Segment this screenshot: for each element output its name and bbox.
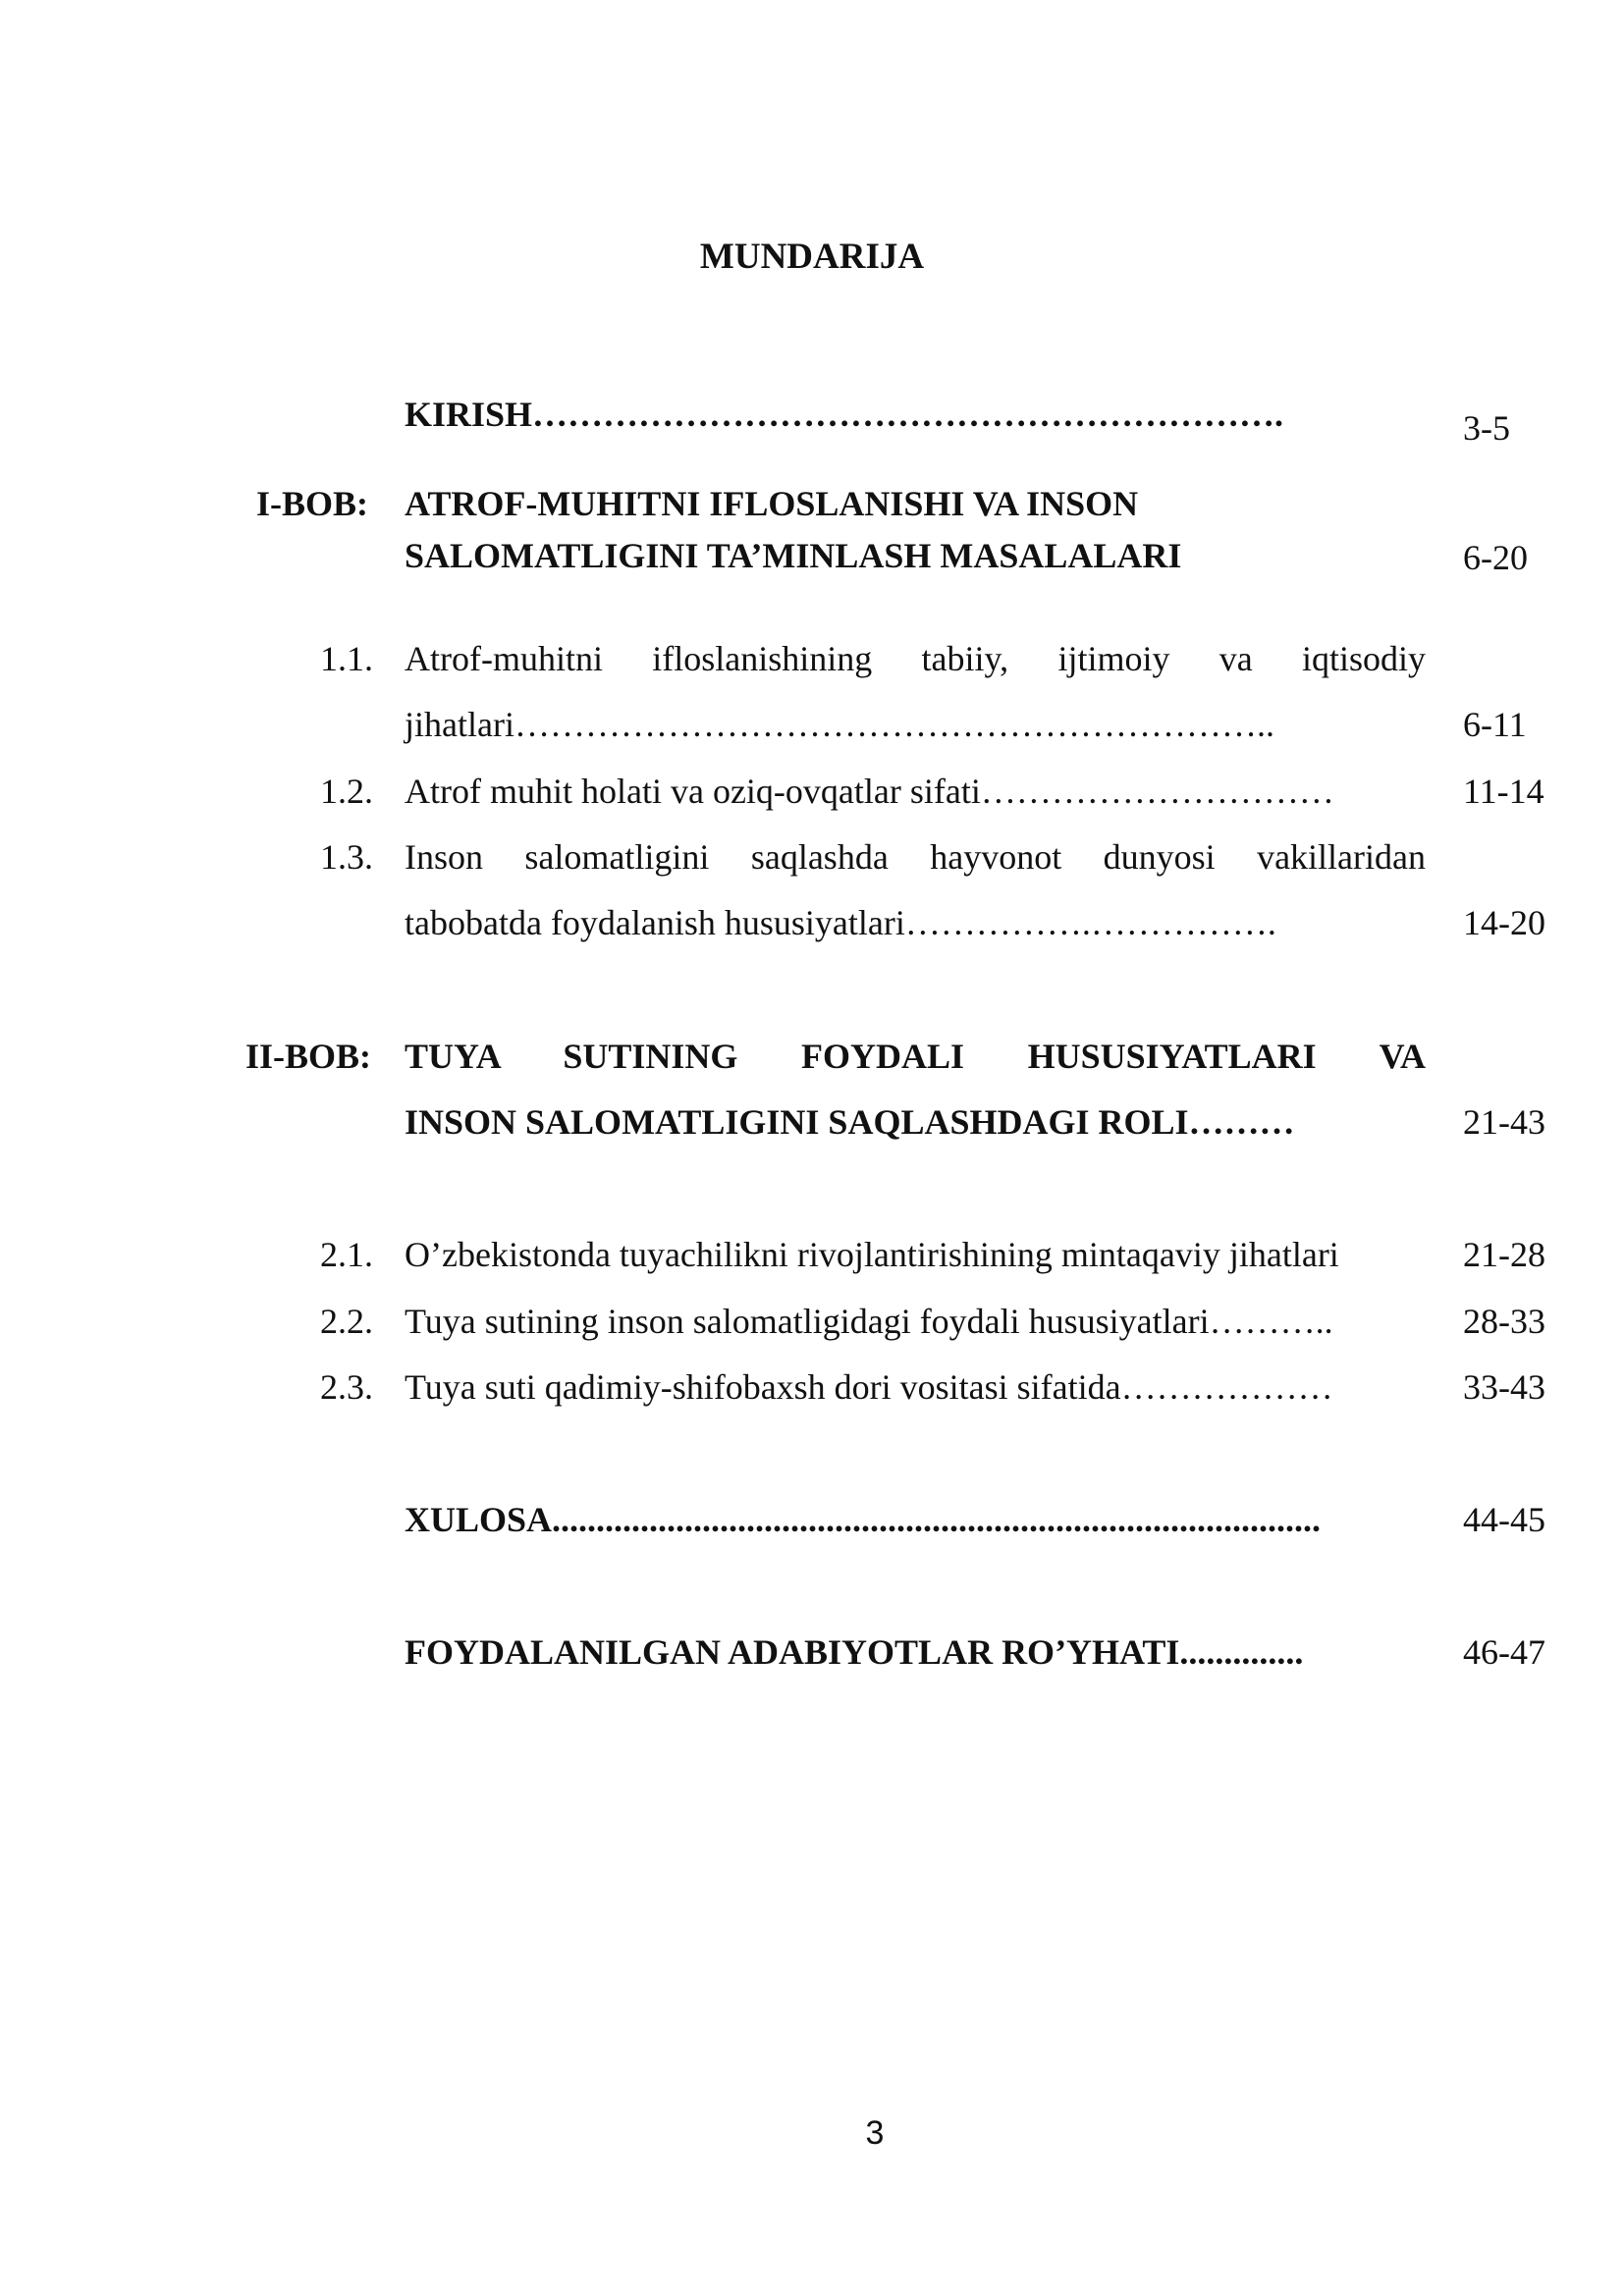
toc-page-ch2: 21-43 (1463, 1102, 1545, 1142)
toc-page-2-3: 33-43 (1463, 1367, 1545, 1407)
section-2-3-number: 2.3. (320, 1367, 373, 1407)
toc-page-1-1: 6-11 (1463, 705, 1527, 744)
toc-page-ch1: 6-20 (1463, 538, 1528, 577)
section-1-3-title-line1[interactable]: Inson salomatligini saqlashda hayvonot dunyosi vakillaridan (405, 837, 1426, 877)
chapter-2-title-line1[interactable]: TUYA SUTINING FOYDALI HUSUSIYATLARI VA (405, 1037, 1426, 1076)
toc-page-2-2: 28-33 (1463, 1302, 1545, 1341)
toc-page-1-2: 11-14 (1463, 772, 1544, 811)
section-2-1-number: 2.1. (320, 1235, 373, 1274)
toc-page-references: 46-47 (1463, 1632, 1545, 1672)
chapter-1-label: I-BOB: (255, 484, 368, 523)
toc-page-intro: 3-5 (1463, 408, 1510, 448)
toc-entry-references[interactable]: FOYDALANILGAN ADABIYOTLAR RO’YHATI.............. (405, 1632, 1304, 1672)
page-title: MUNDARIJA (699, 237, 925, 277)
chapter-1-title-line2[interactable]: SALOMATLIGINI TA’MINLASH MASALALARI (405, 536, 1182, 575)
section-1-2-number: 1.2. (320, 772, 373, 811)
toc-page-1-3: 14-20 (1463, 903, 1545, 942)
section-1-3-title-line2[interactable]: tabobatda foydalanish hususiyatlari…………….……………. (405, 903, 1276, 942)
section-1-1-number: 1.1. (320, 639, 373, 678)
section-2-3-title[interactable]: Tuya suti qadimiy-shifobaxsh dori vositasi sifatida……………… (405, 1367, 1333, 1407)
section-2-2-title[interactable]: Tuya sutining inson salomatligidagi foydali hususiyatlari……….. (405, 1302, 1333, 1341)
section-1-1-title-line1[interactable]: Atrof-muhitni ifloslanishining tabiiy, ijtimoiy va iqtisodiy (405, 639, 1426, 678)
toc-entry-intro[interactable]: KIRISH………………………………………………………. (405, 395, 1284, 434)
chapter-2-label: II-BOB: (244, 1037, 371, 1076)
toc-page-2-1: 21-28 (1463, 1235, 1545, 1274)
page-number: 3 (865, 2114, 885, 2152)
chapter-1-title-line1[interactable]: ATROF-MUHITNI IFLOSLANISHI VA INSON (405, 484, 1139, 523)
toc-entry-conclusion[interactable]: XULOSA....................................................................................... (405, 1500, 1322, 1539)
chapter-2-title-line2[interactable]: INSON SALOMATLIGINI SAQLASHDAGI ROLI……… (405, 1102, 1295, 1142)
section-1-1-title-line2[interactable]: jihatlari……………………………………………………….. (405, 705, 1274, 744)
toc-page-conclusion: 44-45 (1463, 1500, 1545, 1539)
section-1-2-title[interactable]: Atrof muhit holati va oziq-ovqatlar sifati………………………… (405, 772, 1334, 811)
section-2-2-number: 2.2. (320, 1302, 373, 1341)
section-2-1-title[interactable]: O’zbekistonda tuyachilikni rivojlantirishining mintaqaviy jihatlari (405, 1235, 1339, 1274)
section-1-3-number: 1.3. (320, 837, 373, 877)
